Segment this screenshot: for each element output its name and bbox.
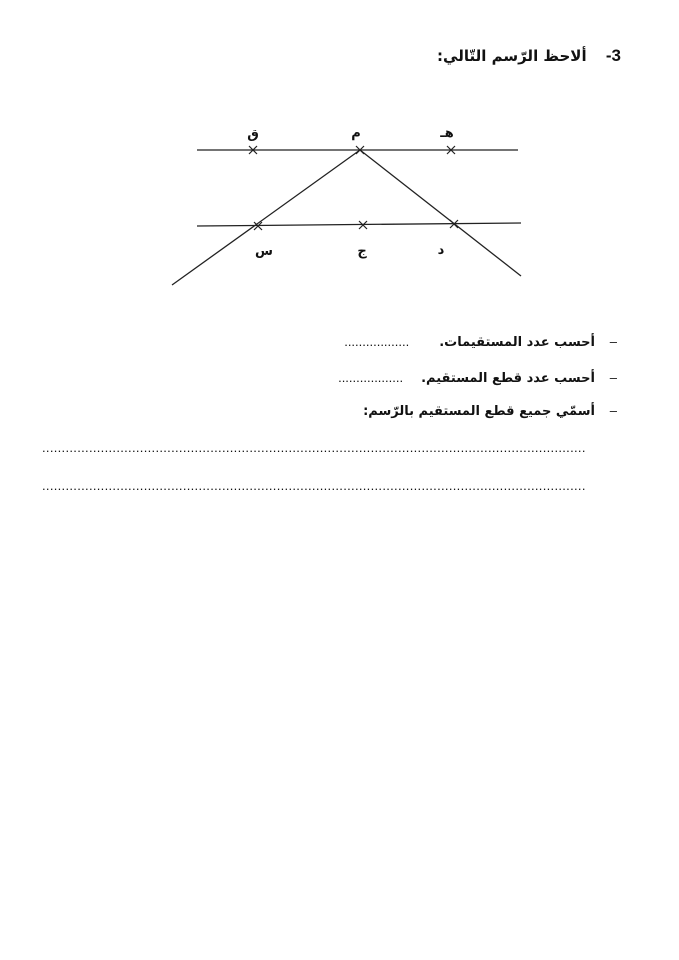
label-m: م: [351, 126, 361, 141]
label-d: د: [437, 243, 445, 258]
question-number: 3-: [605, 46, 621, 65]
label-j: ج: [357, 244, 367, 259]
label-q: ق: [247, 127, 259, 142]
task-text: أحسب عدد قطع المستقيم.: [421, 371, 595, 386]
task-name-segments: [363, 403, 617, 419]
question-title: ألاحظ الرّسم التّالي:: [437, 47, 587, 65]
bottom-line: [197, 223, 521, 226]
figure-canvas: [0, 0, 679, 320]
task-count-lines: [344, 334, 617, 350]
geometry-figure: [0, 0, 679, 320]
task-bullet: –: [609, 370, 617, 385]
task-answer-blank[interactable]: ..................: [338, 370, 404, 385]
task-answer-blank[interactable]: ..................: [344, 334, 410, 349]
task-text: أحسب عدد المستقيمات.: [439, 335, 595, 350]
answer-line-2[interactable]: ...........................................................................................................................................: [42, 478, 586, 493]
task-count-segments: [338, 370, 617, 386]
task-bullet: –: [609, 334, 617, 349]
label-s: س: [255, 244, 273, 259]
left-diagonal-line: [172, 150, 360, 285]
answer-line-1[interactable]: ...........................................................................................................................................: [42, 440, 586, 455]
point-markers: [249, 146, 458, 230]
label-h: هـ: [440, 126, 454, 141]
task-bullet: –: [609, 403, 617, 418]
task-text: أسمّي جميع قطع المستقيم بالرّسم:: [363, 404, 595, 419]
